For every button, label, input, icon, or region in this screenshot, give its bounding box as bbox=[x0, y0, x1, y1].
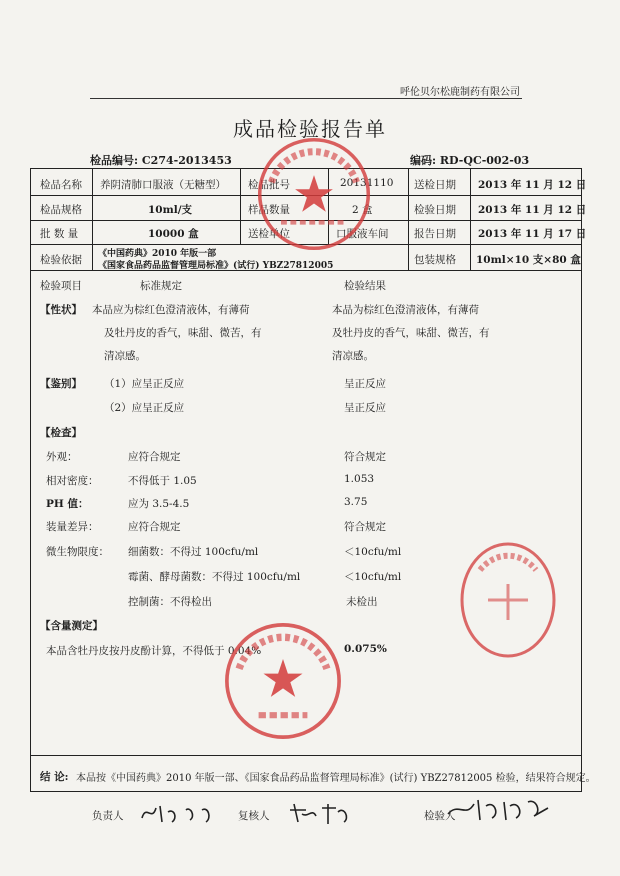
character-result-line: 清凉感。 bbox=[332, 350, 374, 362]
inspection-item: 外观： bbox=[46, 451, 78, 463]
inspection-result: 1.053 bbox=[344, 473, 375, 485]
document-code bbox=[410, 152, 529, 168]
label-lot-size: 批 数 量 bbox=[40, 228, 79, 240]
inspection-standard: 应符合规定 bbox=[128, 521, 181, 533]
sample-number-value: C274-2013453 bbox=[141, 154, 232, 167]
value-batch: 20131110 bbox=[340, 177, 394, 189]
assay-standard: 本品含牡丹皮按丹皮酚计算，不得低于 0.04% bbox=[46, 645, 262, 657]
inspection-item: 相对密度： bbox=[46, 475, 99, 487]
company-seal-top bbox=[255, 135, 373, 253]
inspection-standard: 应符合规定 bbox=[128, 451, 181, 463]
company-seal-side bbox=[458, 540, 558, 660]
document-code-value: RD-QC-002-03 bbox=[439, 154, 530, 167]
microbial-standard: 霉菌、酵母菌数：不得过 100cfu/ml bbox=[128, 571, 301, 583]
col-divider bbox=[240, 168, 241, 245]
label-test-date: 检验日期 bbox=[414, 204, 456, 216]
microbial-result: 未检出 bbox=[346, 596, 378, 608]
character-standard-line: 本品应为棕红色澄清液体，有薄荷 bbox=[92, 304, 250, 316]
value-basis-line2: 《国家食品药品监督管理局标准》(试行) YBZ27812005 bbox=[98, 261, 334, 271]
inspector-label: 检验人 bbox=[424, 810, 456, 822]
value-quantity: 2 盒 bbox=[352, 204, 373, 216]
inspection-result: 符合规定 bbox=[344, 451, 386, 463]
identification-result: 呈正反应 bbox=[344, 378, 386, 390]
label-spec: 检品规格 bbox=[40, 204, 82, 216]
section-assay: 【含量测定】 bbox=[40, 620, 103, 632]
value-sample-name: 养阴清肺口服液（无糖型） bbox=[100, 179, 226, 191]
report-title: 成品检验报告单 bbox=[233, 117, 387, 141]
col-header-item: 检验项目 bbox=[40, 280, 82, 292]
sample-number bbox=[90, 152, 232, 168]
col-header-result: 检验结果 bbox=[344, 280, 386, 292]
row-divider bbox=[30, 755, 582, 756]
col-header-standard: 标准规定 bbox=[140, 280, 182, 292]
microbial-result: ＜10cfu/ml bbox=[344, 546, 402, 558]
handwritten-signature-icon bbox=[138, 800, 228, 826]
identification-standard: （1）应呈正反应 bbox=[104, 378, 185, 390]
inspection-result: 符合规定 bbox=[344, 521, 386, 533]
value-department: 口服液车间 bbox=[336, 228, 389, 240]
assay-result: 0.075% bbox=[344, 643, 387, 655]
inspector-signature bbox=[444, 794, 554, 828]
official-seal-icon bbox=[458, 540, 558, 660]
character-standard-line: 清凉感。 bbox=[104, 350, 146, 362]
value-pack: 10ml×10 支×80 盒 bbox=[476, 254, 581, 266]
handwritten-signature-icon bbox=[286, 800, 356, 826]
label-submit-date: 送检日期 bbox=[414, 179, 456, 191]
official-seal-icon bbox=[222, 620, 344, 742]
character-result-line: 本品为棕红色澄清液体，有薄荷 bbox=[332, 304, 479, 316]
label-basis: 检验依据 bbox=[40, 254, 82, 266]
value-submit-date: 2013 年 11 月 12 日 bbox=[478, 179, 587, 191]
value-lot-size: 10000 盒 bbox=[148, 228, 199, 240]
conclusion-label: 结 论: bbox=[40, 771, 69, 783]
responsible-signature bbox=[138, 800, 228, 830]
inspection-item: PH 值： bbox=[46, 498, 89, 510]
microbial-result: ＜10cfu/ml bbox=[344, 571, 402, 583]
inspection-standard: 应为 3.5-4.5 bbox=[128, 498, 190, 510]
document-code-label: 编码: bbox=[410, 154, 437, 167]
reviewer-signature bbox=[286, 800, 356, 830]
identification-result: 呈正反应 bbox=[344, 402, 386, 414]
col-divider bbox=[408, 168, 409, 270]
section-identification: 【鉴别】 bbox=[40, 378, 82, 390]
character-result-line: 及牡丹皮的香气，味甜、微苦，有 bbox=[332, 327, 490, 339]
quality-dept-seal bbox=[222, 620, 344, 742]
handwritten-signature-icon bbox=[444, 794, 554, 824]
value-spec: 10ml/支 bbox=[148, 204, 193, 216]
reviewer-label: 复核人 bbox=[238, 810, 270, 822]
character-standard-line: 及牡丹皮的香气，味甜、微苦，有 bbox=[104, 327, 262, 339]
sample-number-label: 检品编号: bbox=[90, 154, 139, 167]
header-rule bbox=[90, 98, 522, 99]
microbial-label: 微生物限度： bbox=[46, 546, 109, 558]
inspection-result: 3.75 bbox=[344, 496, 368, 508]
col-divider bbox=[470, 168, 471, 270]
value-test-date: 2013 年 11 月 12 日 bbox=[478, 204, 587, 216]
value-basis-line1: 《中国药典》2010 年版一部 bbox=[98, 249, 217, 259]
microbial-standard: 控制菌：不得检出 bbox=[128, 596, 212, 608]
section-character: 【性状】 bbox=[40, 304, 82, 316]
label-sample-name: 检品名称 bbox=[40, 179, 82, 191]
inspection-standard: 不得低于 1.05 bbox=[128, 475, 197, 487]
value-report-date: 2013 年 11 月 17 日 bbox=[478, 228, 587, 240]
inspection-item: 装量差异： bbox=[46, 521, 99, 533]
col-divider bbox=[92, 168, 93, 270]
label-pack: 包装规格 bbox=[414, 254, 456, 266]
microbial-standard: 细菌数：不得过 100cfu/ml bbox=[128, 546, 259, 558]
label-department: 送检单位 bbox=[248, 228, 290, 240]
label-report-date: 报告日期 bbox=[414, 228, 456, 240]
conclusion-text: 本品按《中国药典》2010 年版一部、《国家食品药品监督管理局标准》(试行) YBZ27812005 检验，结果符合规定。 bbox=[76, 773, 596, 784]
section-inspection: 【检查】 bbox=[40, 427, 82, 439]
responsible-label: 负责人 bbox=[92, 810, 124, 822]
identification-standard: （2）应呈正反应 bbox=[104, 402, 185, 414]
company-name: 呼伦贝尔松鹿制药有限公司 bbox=[400, 87, 520, 98]
label-quantity: 样品数量 bbox=[248, 204, 290, 216]
label-batch: 检品批号 bbox=[248, 179, 290, 191]
official-seal-icon bbox=[255, 135, 373, 253]
